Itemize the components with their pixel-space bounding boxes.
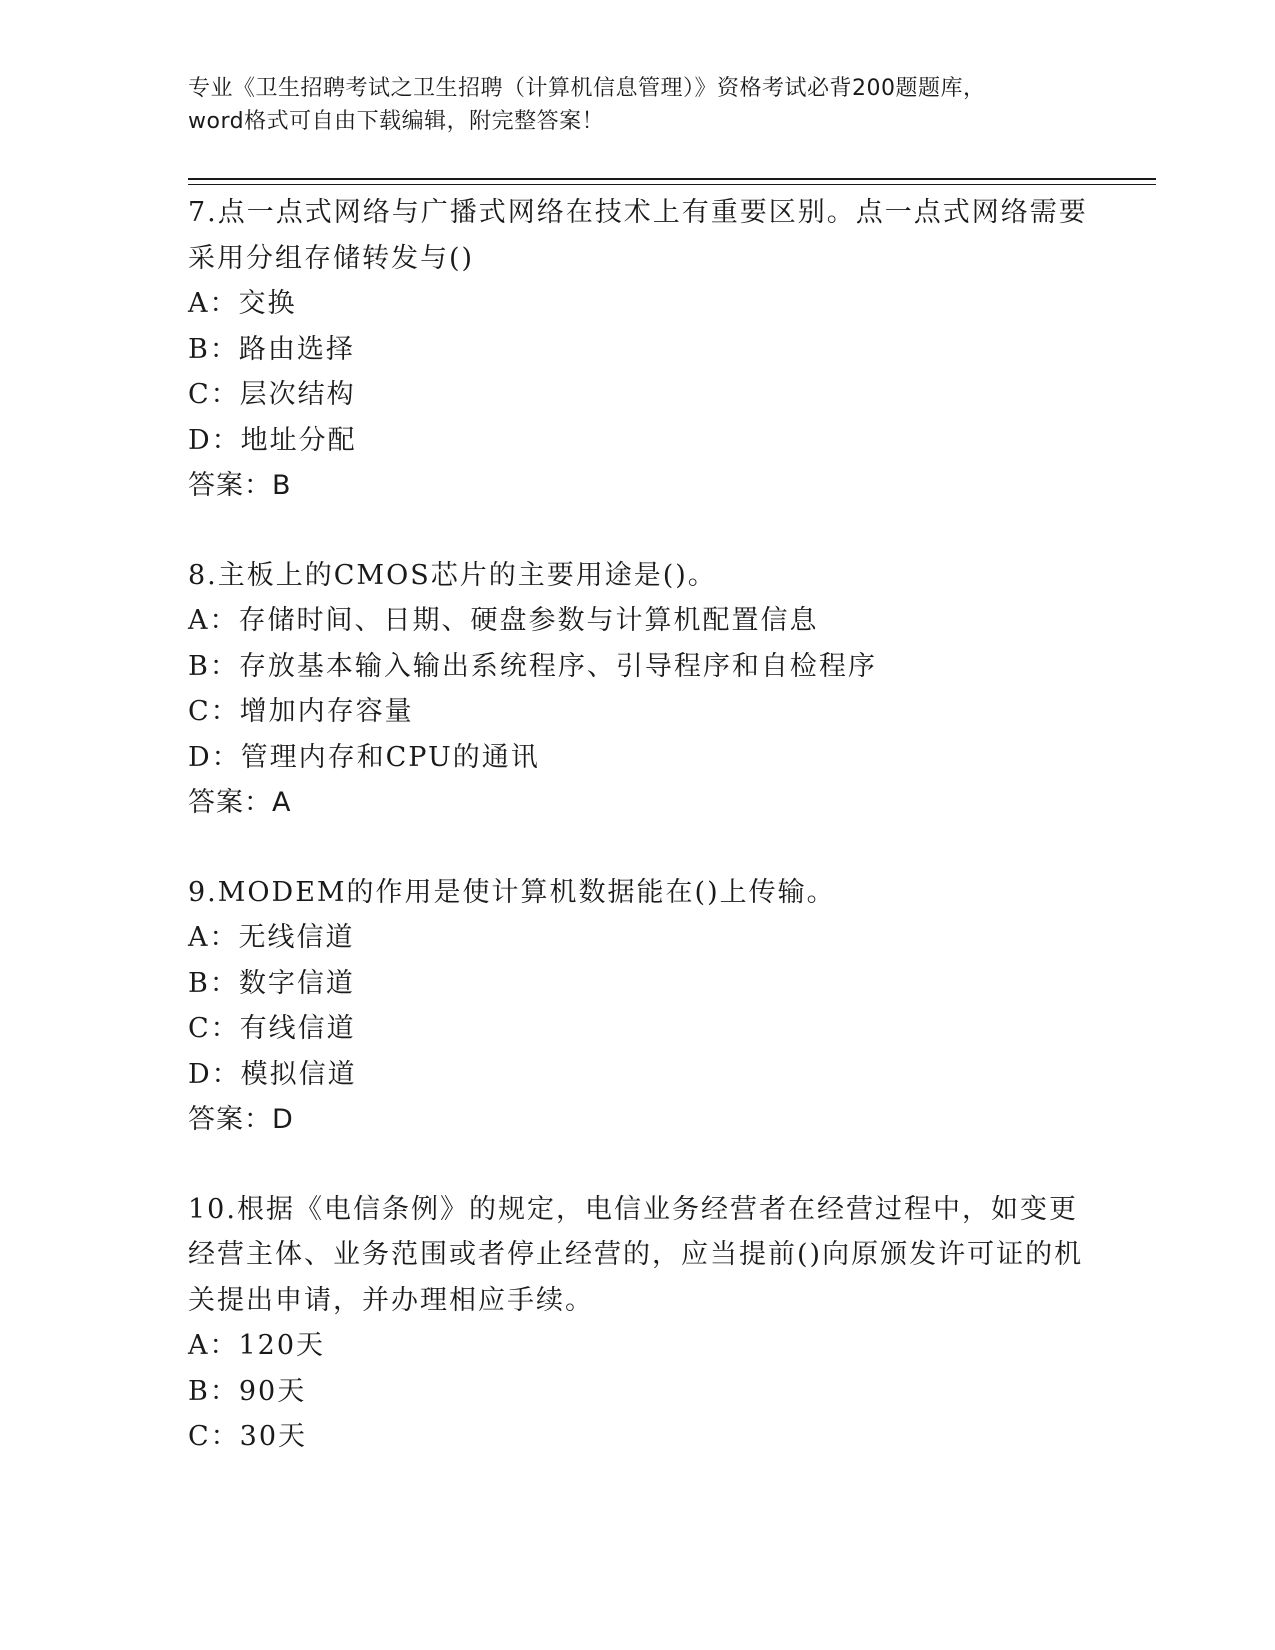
option-c: C：有线信道 (188, 1013, 356, 1044)
answer-line: 答案：A (188, 787, 292, 818)
option-d: D：地址分配 (188, 424, 357, 456)
option-c: C：层次结构 (188, 379, 356, 410)
option-b: B：路由选择 (188, 333, 355, 365)
question-7 (188, 190, 1088, 509)
option-b: B：存放基本输入输出系统程序、引导程序和自检程序 (188, 650, 877, 682)
question-text: 7.点一点式网络与广播式网络在技术上有重要区别。点一点式网络需要采用分组存储转发与() (188, 197, 1088, 274)
option-a: A：交换 (188, 288, 297, 319)
option-d: D：模拟信道 (188, 1058, 357, 1090)
option-a: A：存储时间、日期、硬盘参数与计算机配置信息 (188, 605, 819, 636)
question-8 (188, 553, 1088, 826)
question-list (188, 190, 1088, 1504)
option-b: B：数字信道 (188, 967, 355, 999)
option-a: A：无线信道 (188, 922, 355, 953)
answer-line: 答案：B (188, 470, 292, 501)
option-a: A：120天 (188, 1330, 326, 1361)
question-9 (188, 870, 1088, 1143)
question-text: 8.主板上的CMOS芯片的主要用途是()。 (188, 559, 717, 591)
question-text: 10.根据《电信条例》的规定，电信业务经营者在经营过程中，如变更经营主体、业务范围或者停止经营的，应当提前()向原颁发许可证的机关提出申请，并办理相应手续。 (188, 1193, 1084, 1316)
header-divider-thick (188, 178, 1156, 180)
option-c: C：增加内存容量 (188, 696, 414, 727)
document-header (188, 72, 1088, 138)
header-line-1: 专业《卫生招聘考试之卫生招聘（计算机信息管理）》资格考试必背200题题库， (188, 76, 986, 101)
header-line-2: word格式可自由下载编辑，附完整答案！ (188, 109, 605, 134)
option-d: D：管理内存和CPU的通讯 (188, 741, 540, 773)
header-divider-thin (188, 184, 1156, 185)
answer-line: 答案：D (188, 1104, 294, 1135)
question-10 (188, 1187, 1088, 1460)
question-text: 9.MODEM的作用是使计算机数据能在()上传输。 (188, 876, 836, 908)
option-b: B：90天 (188, 1375, 307, 1407)
option-c: C：30天 (188, 1421, 308, 1452)
